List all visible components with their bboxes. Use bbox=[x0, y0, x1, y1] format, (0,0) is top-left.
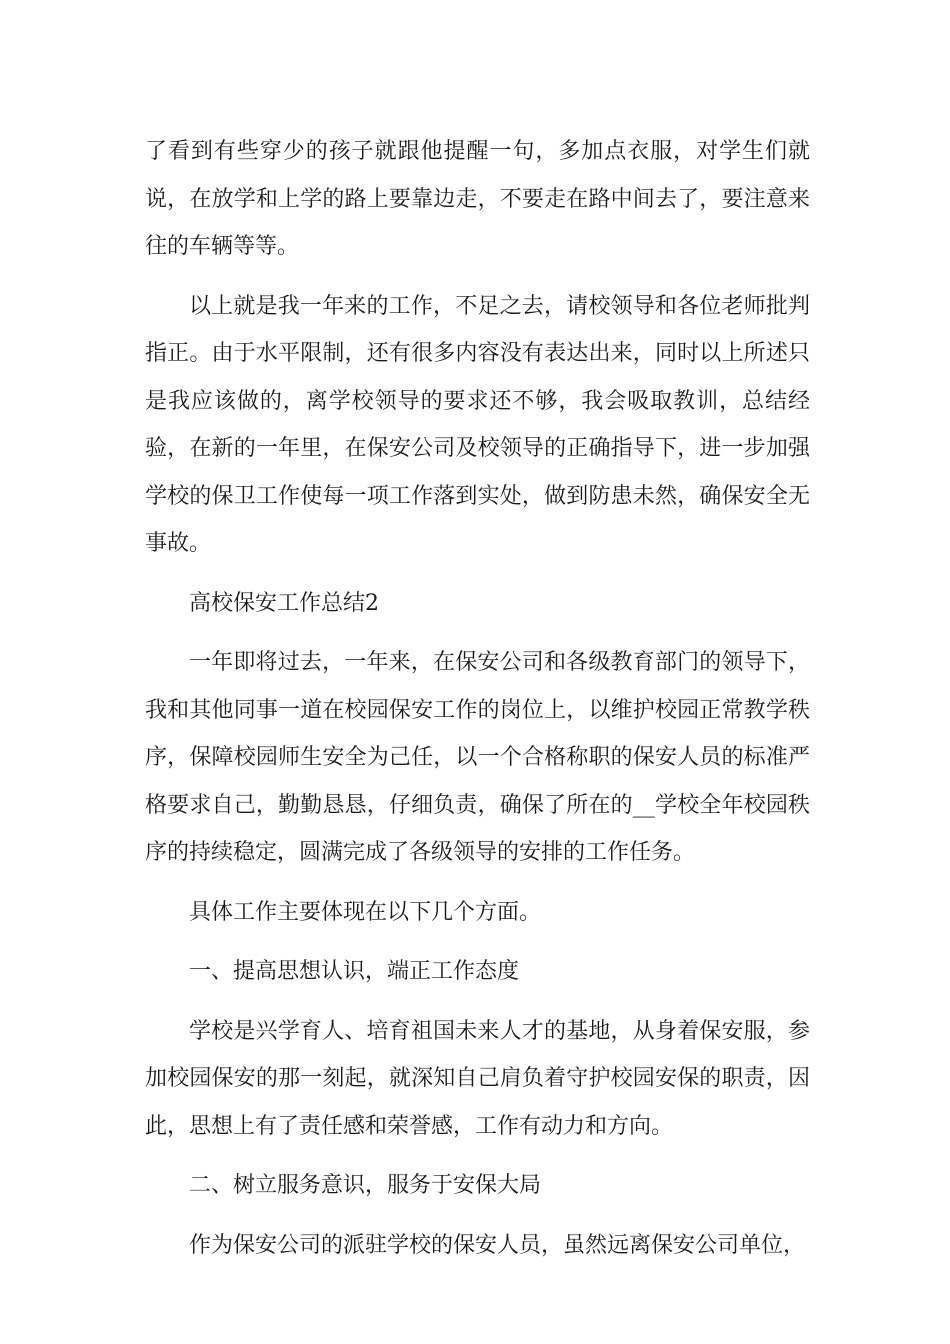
paragraph-intro: 一年即将过去，一年来，在保安公司和各级教育部门的领导下，我和其他同事一道在校园保安工作的岗位上，以维护校园正常教学秩序，保障校园师生安全为己任，以一个合格称职的保安人员的标准严格要求自己，勤勤恳恳，仔细负责，确保了所在的__学校全年校园秩序的持续稳定，圆满完成了各级领导的安排的工作任务。 bbox=[145, 650, 810, 865]
section-title: 高校保安工作总结2 bbox=[189, 590, 379, 616]
paragraph-conclusion: 以上就是我一年来的工作，不足之去，请校领导和各位老师批判指正。由于水平限制，还有很多内容没有表达出来，同时以上所述只是我应该做的，离学校领导的要求还不够，我会吸取教训，总结经验，在新的一年里，在保安公司及校领导的正确指导下，进一步加强学校的保卫工作使每一项工作落到实处，做到防患未然，确保安全无事故。 bbox=[145, 293, 810, 556]
paragraph-aspects: 具体工作主要体现在以下几个方面。 bbox=[189, 899, 542, 925]
paragraph-school: 学校是兴学育人、培育祖国未来人才的基地，从身着保安服，参加校园保安的那一刻起，就深知自己肩负着守护校园安保的职责，因此，思想上有了责任感和荣誉感，工作有动力和方向。 bbox=[145, 1018, 810, 1139]
heading-two: 二、树立服务意识，服务于安保大局 bbox=[189, 1173, 542, 1198]
document-body bbox=[145, 128, 810, 1281]
paragraph-continuation: 了看到有些穿少的孩子就跟他提醒一句，多加点衣服，对学生们就说，在放学和上学的路上要靠边走，不要走在路中间去了，要注意来往的车辆等等。 bbox=[145, 139, 810, 259]
heading-one: 一、提高思想认识，端正工作态度 bbox=[189, 959, 520, 984]
paragraph-service: 作为保安公司的派驻学校的保安人员，虽然远离保安公司单位， bbox=[189, 1232, 806, 1258]
